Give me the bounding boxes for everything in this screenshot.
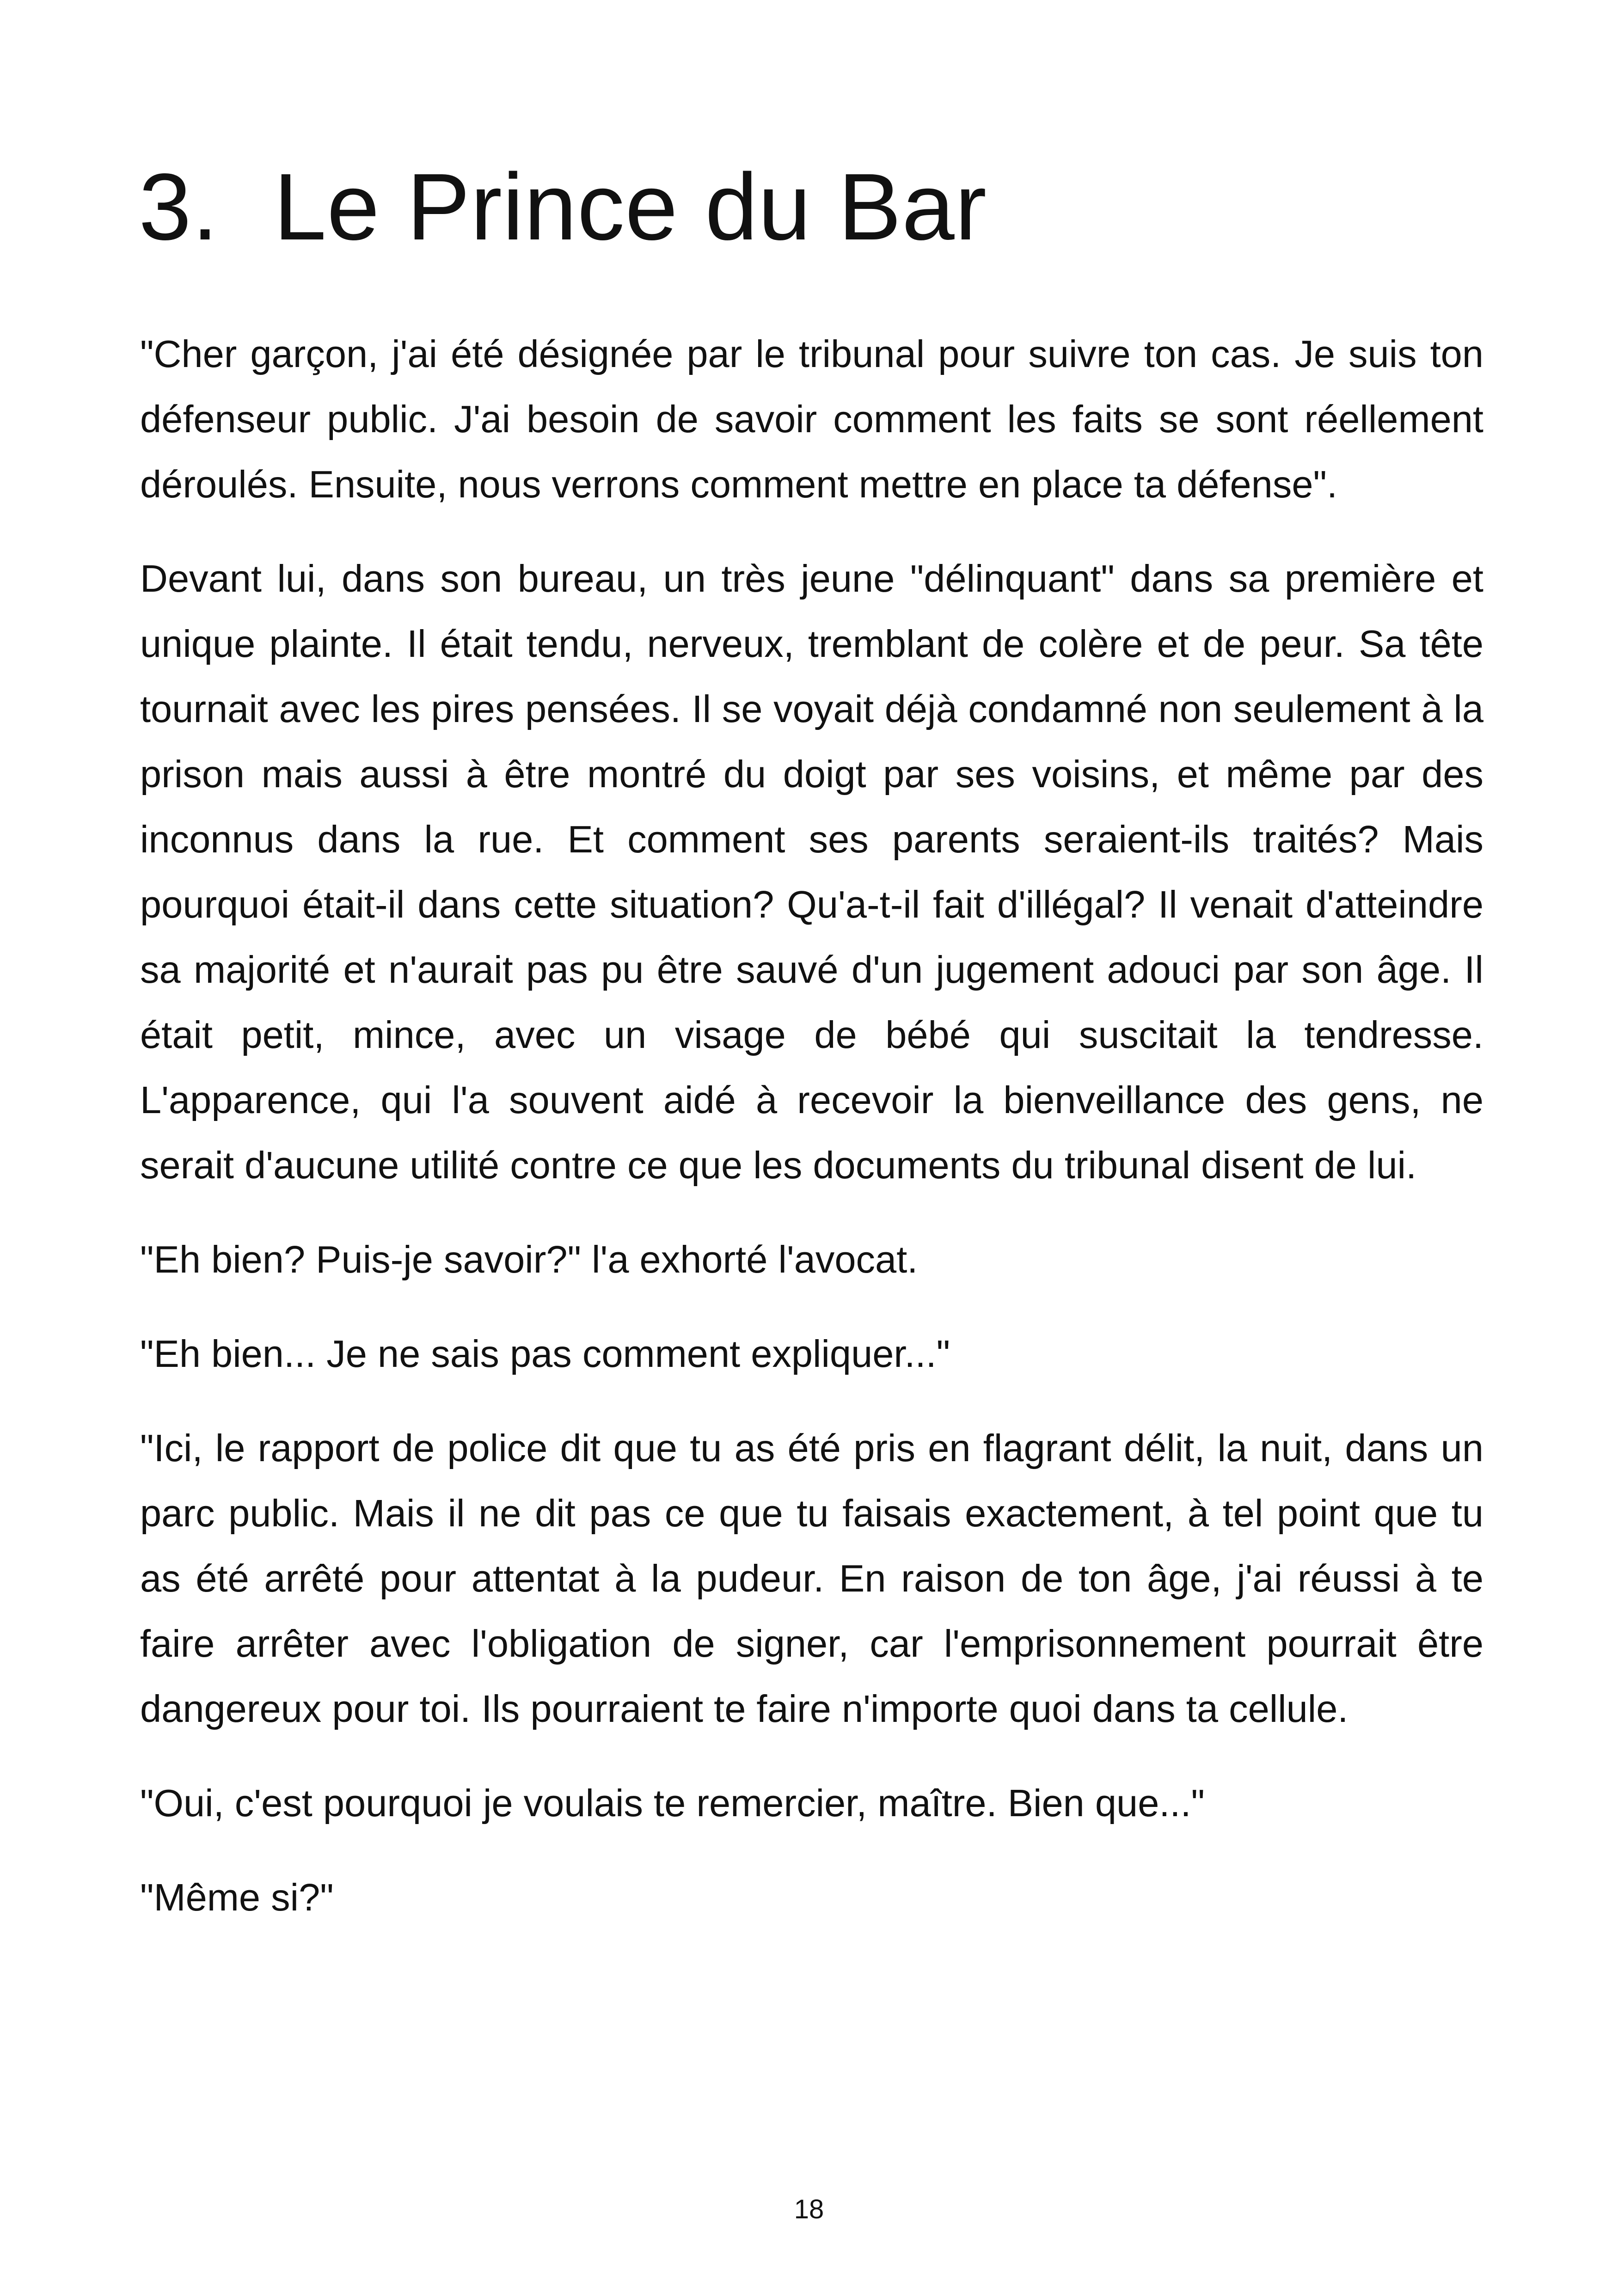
paragraph-thanks: "Oui, c'est pourquoi je voulais te remercier, maître. Bien que..." [140, 1782, 1205, 1825]
paragraph-police-report: "Ici, le rapport de police dit que tu as été pris en flagrant délit, la nuit, dans un parc public. Mais il ne dit pas ce que tu faisais exactement, à tel point que tu as été arrêté pour attentat à la pudeur. En raison de ton âge, j'ai réussi à te faire arrêter avec l'obligation de signer, car l'emprisonnement pourrait être dangereux pour toi. Ils pourraient te faire n'importe quoi dans ta cellule. [140, 1427, 1483, 1730]
paragraph-even-if: "Même si?" [140, 1876, 334, 1919]
paragraph-defender-intro: "Cher garçon, j'ai été désignée par le tribunal pour suivre ton cas. Je suis ton défenseur public. J'ai besoin de savoir comment les faits se sont réellement déroulés. Ensuite, nous verrons comment mettre en place ta défense". [140, 332, 1483, 506]
chapter-number: 3. [139, 154, 219, 260]
page-number: 18 [794, 2194, 824, 2224]
chapter-title: Le Prince du Bar [274, 154, 987, 260]
paragraph-boy-hesitation: "Eh bien... Je ne sais pas comment expliquer..." [140, 1332, 950, 1375]
body-text [140, 321, 1483, 1959]
paragraph-lawyer-question: "Eh bien? Puis-je savoir?" l'a exhorté l'avocat. [140, 1238, 918, 1281]
chapter-heading [139, 147, 1479, 267]
paragraph-description: Devant lui, dans son bureau, un très jeune "délinquant" dans sa première et unique plainte. Il était tendu, nerveux, tremblant de colère et de peur. Sa tête tournait avec les pires pensées. Il se voyait déjà condamné non seulement à la prison mais aussi à être montré du doigt par ses voisins, et même par des inconnus dans la rue. Et comment ses parents seraient-ils traités? Mais pourquoi était-il dans cette situation? Qu'a-t-il fait d'illégal? Il venait d'atteindre sa majorité et n'aurait pas pu être sauvé d'un jugement adouci par son âge. Il était petit, mince, avec un visage de bébé qui suscitait la tendresse. L'apparence, qui l'a souvent aidé à recevoir la bienveillance des gens, ne serait d'aucune utilité contre ce que les documents du tribunal disent de lui. [140, 557, 1483, 1187]
